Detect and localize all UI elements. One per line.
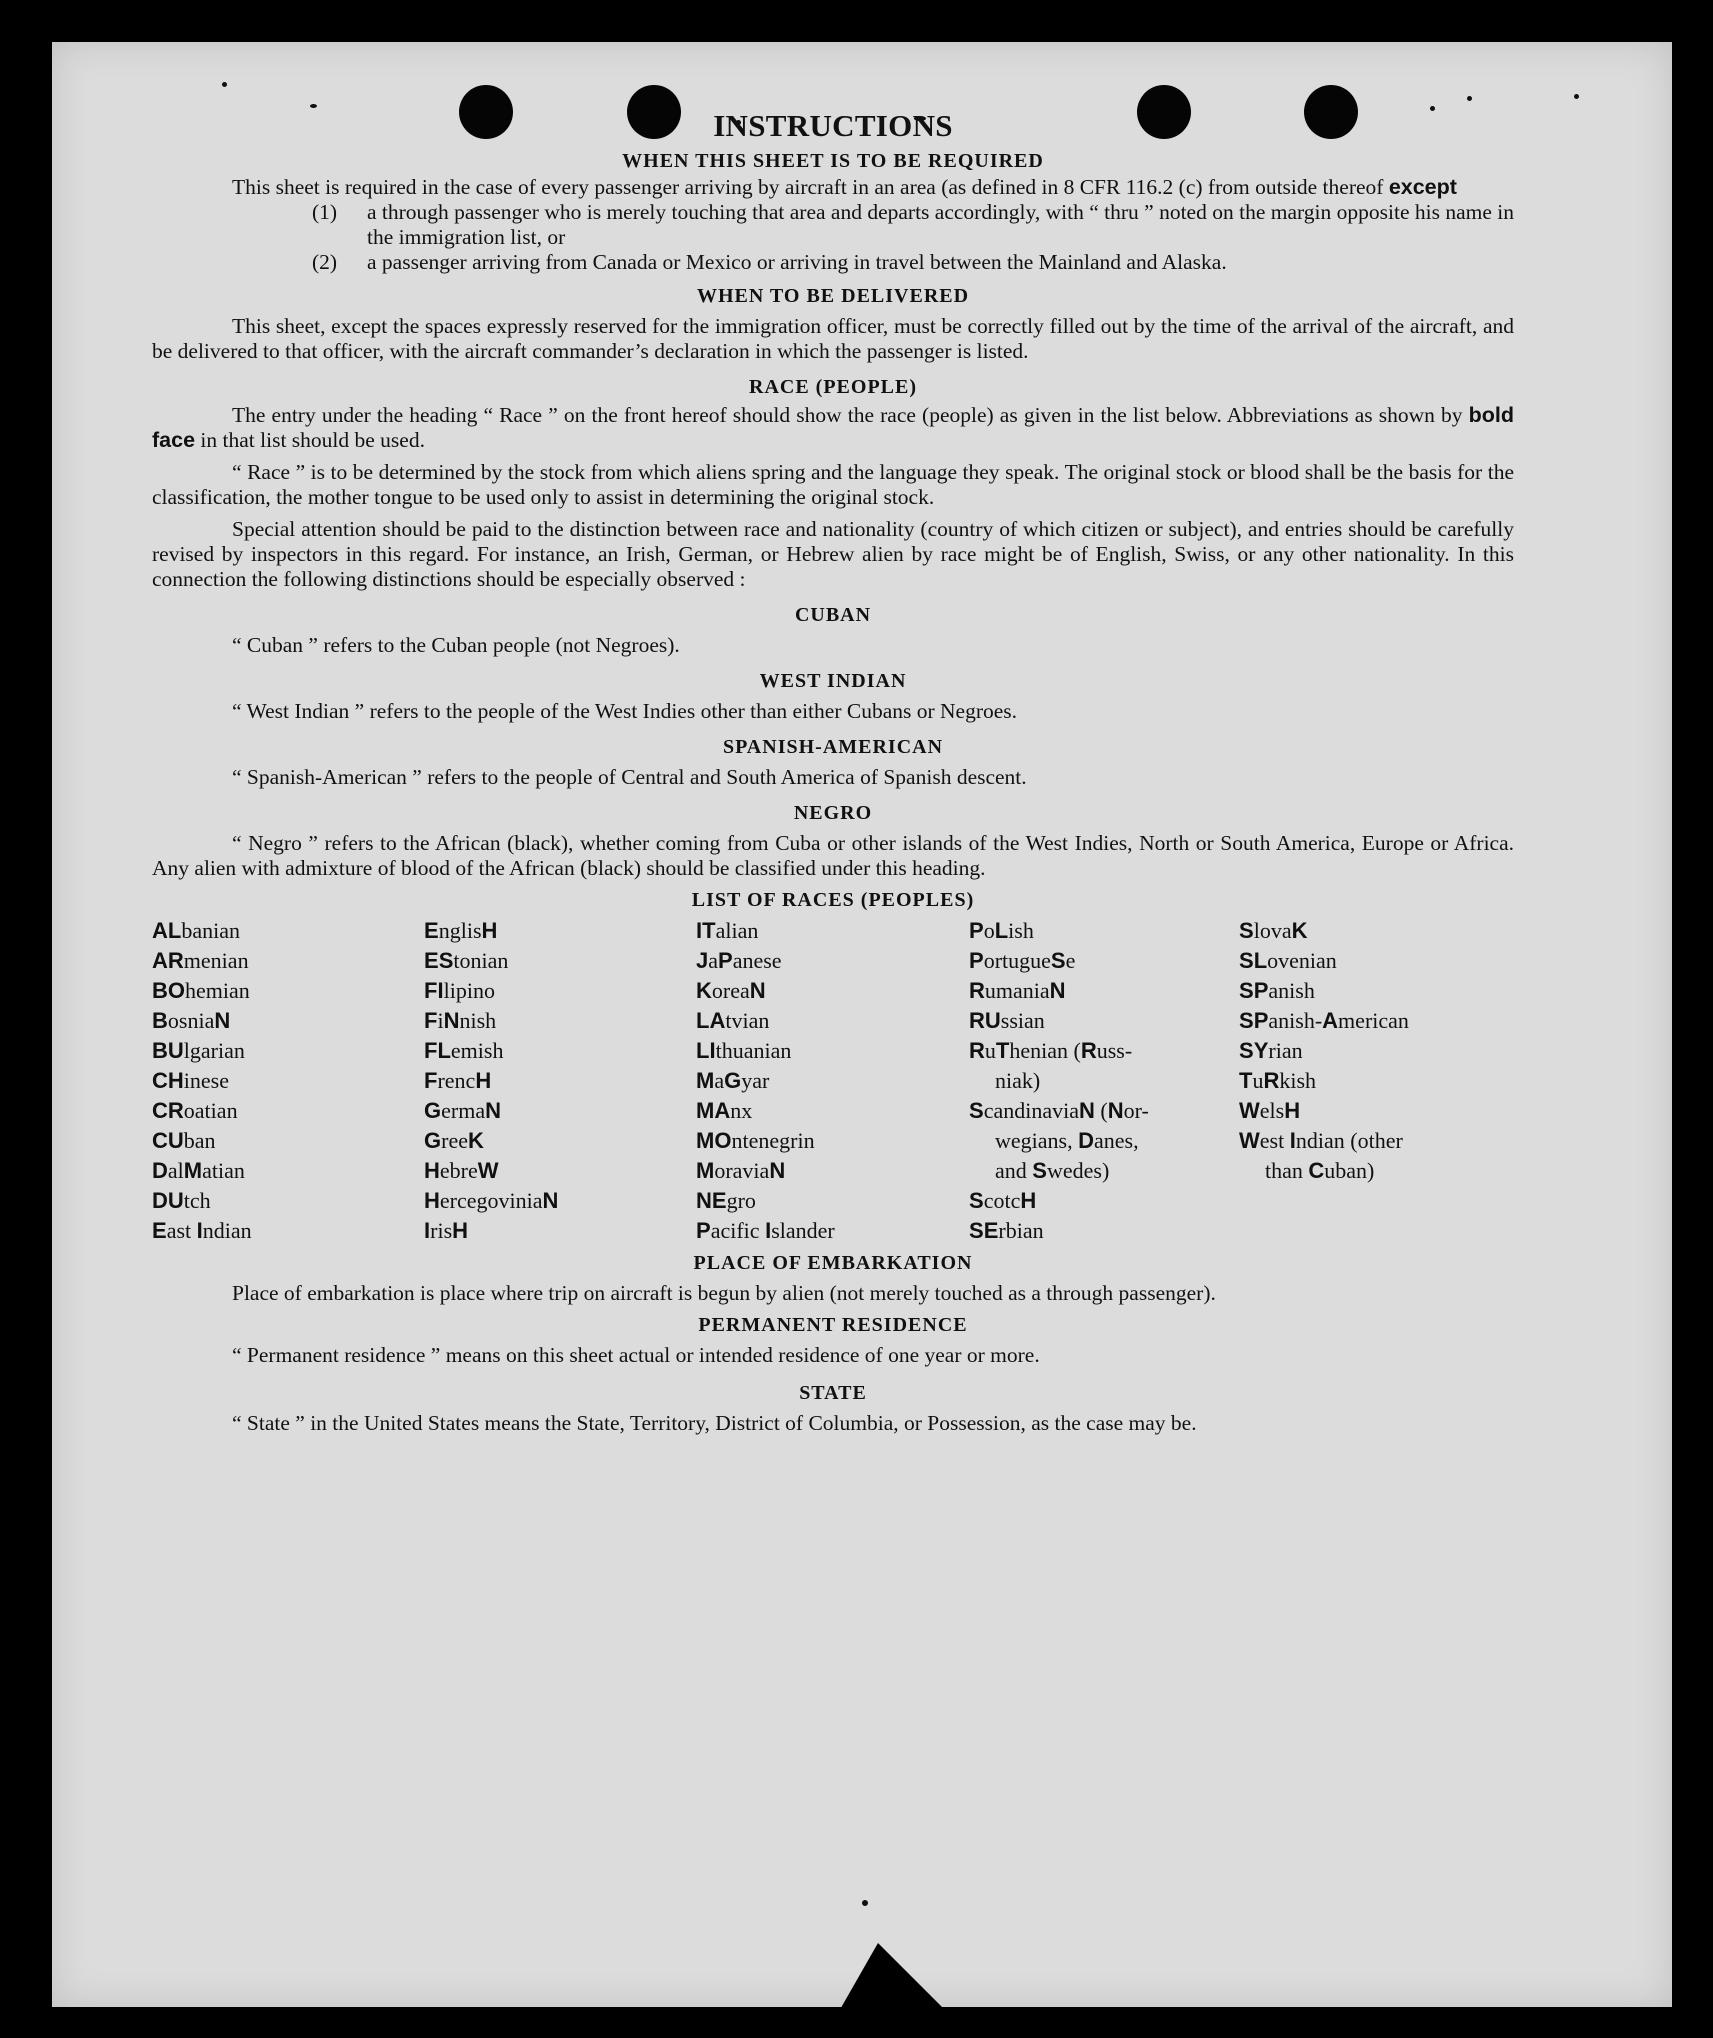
heading-residence: PERMANENT RESIDENCE (698, 1314, 968, 1336)
west-indian-text: “ West Indian ” refers to the people of the West Indies other than either Cubans or Negroes. (232, 699, 1018, 723)
race-entry: HercegoviniaN (424, 1188, 559, 1213)
race-entry: SYrian (1239, 1038, 1303, 1063)
heading-state: STATE (799, 1382, 867, 1404)
race-entry: SlovaK (1239, 918, 1308, 943)
negro-text: “ Negro ” refers to the African (black), whether coming from Cuba or other islands of the West Indies, North or South America, Europe or Africa. Any alien with admixture of blood of the African (black) should be classified under this heading. (152, 831, 1514, 880)
race-entry: SPanish (1239, 978, 1315, 1003)
race-entry: DUtch (152, 1188, 211, 1213)
heading-race: RACE (PEOPLE) (749, 376, 917, 398)
race-entry: ScotcH (969, 1188, 1037, 1213)
embarkation-text: Place of embarkation is place where trip on aircraft is begun by alien (not merely touched as a through passenger). (232, 1281, 1216, 1305)
heading-cuban: CUBAN (794, 604, 872, 626)
race-entry: BOhemian (152, 978, 250, 1003)
race-entry: BUlgarian (152, 1038, 245, 1063)
race-entry: niak) (995, 1068, 1041, 1093)
heading-west-indian: WEST INDIAN (759, 670, 907, 692)
race-entry: HebreW (424, 1158, 499, 1183)
residence-text: “ Permanent residence ” means on this sheet actual or intended residence of one year or more. (232, 1343, 1040, 1367)
race-entry: than Cuban) (1265, 1158, 1375, 1183)
exception-item: (1) a through passenger who is merely touching that area and departs accordingly, with “ thru ” noted on the margin opposite his name in the immigration list, or (312, 200, 1514, 249)
race-entry: CRoatian (152, 1098, 238, 1123)
race-entry: MaGyar (696, 1068, 770, 1093)
race-entry: KoreaN (696, 978, 766, 1003)
race-entry: DalMatian (152, 1158, 245, 1183)
heading-spanish-american: SPANISH-AMERICAN (722, 736, 944, 758)
race-entry: GermaN (424, 1098, 501, 1123)
delivered-text: This sheet, except the spaces expressly reserved for the immigration officer, must be correctly filled out by the time of the arrival of the aircraft, and be delivered to that officer, with the aircraft commander’s declaration in which the passenger is listed. (152, 314, 1514, 363)
race-entry: CHinese (152, 1068, 229, 1093)
race-entry: WelsH (1239, 1098, 1301, 1123)
races-column (152, 916, 424, 1246)
heading-embarkation: PLACE OF EMBARKATION (693, 1252, 973, 1274)
speck (862, 1900, 868, 1906)
speck (222, 82, 227, 87)
races-column (424, 916, 696, 1246)
race-entry: MAnx (696, 1098, 753, 1123)
race-entry: MOntenegrin (696, 1128, 815, 1153)
race-paragraph-3: Special attention should be paid to the distinction between race and nationality (country of which citizen or subject), and entries should be carefully revised by inspectors in this regard. For instance, an Irish, German, or Hebrew alien by race might be of English, Swiss, or any other nationality. In this connection the following distinctions should be especially observed : (152, 517, 1514, 591)
race-entry: RuThenian (Russ- (969, 1038, 1133, 1063)
race-entry: SLovenian (1239, 948, 1337, 973)
race-entry: JaPanese (696, 948, 782, 973)
required-intro: This sheet is required in the case of every passenger arriving by aircraft in an area (as defined in 8 CFR 116.2 (c) from outside thereof except (232, 175, 1457, 199)
exception-item: (2) a passenger arriving from Canada or Mexico or arriving in travel between the Mainland and Alaska. (312, 250, 1227, 274)
cuban-text: “ Cuban ” refers to the Cuban people (not Negroes). (232, 633, 680, 657)
race-entry: West Indian (other (1239, 1128, 1403, 1153)
race-entry: wegians, Danes, (995, 1128, 1139, 1153)
heading-required: WHEN THIS SHEET IS TO BE REQUIRED (622, 150, 1044, 172)
race-entry: SErbian (969, 1218, 1044, 1243)
race-entry: Pacific Islander (696, 1218, 835, 1243)
race-entry: ITalian (696, 918, 759, 943)
race-entry: SPanish-American (1239, 1008, 1409, 1033)
race-entry: RUssian (969, 1008, 1045, 1033)
race-entry: TuRkish (1239, 1068, 1317, 1093)
race-entry: NEgro (696, 1188, 756, 1213)
heading-delivered: WHEN TO BE DELIVERED (696, 285, 970, 307)
instructions-content (152, 108, 1514, 1436)
race-paragraph-2: “ Race ” is to be determined by the stock from which aliens spring and the language they speak. The original stock or blood shall be the basis for the classification, the mother tongue to be used only to assist in determining the original stock. (152, 460, 1514, 509)
races-list (152, 916, 1514, 1246)
torn-corner (838, 1943, 948, 2013)
state-text: “ State ” in the United States means the State, Territory, District of Columbia, or Possession, as the case may be. (232, 1411, 1197, 1435)
race-entry: FIlipino (424, 978, 495, 1003)
speck (1467, 96, 1472, 101)
race-entry: PoLish (969, 918, 1034, 943)
races-column (1239, 916, 1514, 1246)
race-entry: LAtvian (696, 1008, 770, 1033)
race-entry: IrisH (424, 1218, 469, 1243)
race-entry: GreeK (424, 1128, 484, 1153)
race-entry: and Swedes) (995, 1158, 1110, 1183)
race-paragraph-1: The entry under the heading “ Race ” on the front hereof should show the race (people) as given in the list below. Abbreviations as shown by bold face in that list should be used. (152, 403, 1515, 452)
page-title: INSTRUCTIONS (713, 108, 953, 143)
race-entry: LIthuanian (696, 1038, 792, 1063)
race-entry: PortugueSe (969, 948, 1076, 973)
races-column (969, 916, 1239, 1246)
race-entry: FrencH (424, 1068, 492, 1093)
race-entry: MoraviaN (696, 1158, 786, 1183)
spanish-american-text: “ Spanish-American ” refers to the people of Central and South America of Spanish descent. (232, 765, 1027, 789)
race-entry: RumaniaN (969, 978, 1066, 1003)
race-entry: ScandinaviaN (Nor- (969, 1098, 1149, 1123)
race-entry: FLemish (424, 1038, 504, 1063)
speck (1574, 94, 1579, 99)
race-entry: EnglisH (424, 918, 498, 943)
race-entry: BosniaN (152, 1008, 231, 1033)
heading-list-of-races: LIST OF RACES (PEOPLES) (691, 889, 975, 911)
race-entry: ARmenian (152, 948, 249, 973)
race-entry: ALbanian (152, 918, 240, 943)
race-entry: East Indian (152, 1218, 252, 1243)
race-entry: FiNnish (424, 1008, 497, 1033)
race-entry: EStonian (424, 948, 509, 973)
races-column (696, 916, 969, 1246)
heading-negro: NEGRO (793, 802, 873, 824)
race-entry: CUban (152, 1128, 216, 1153)
